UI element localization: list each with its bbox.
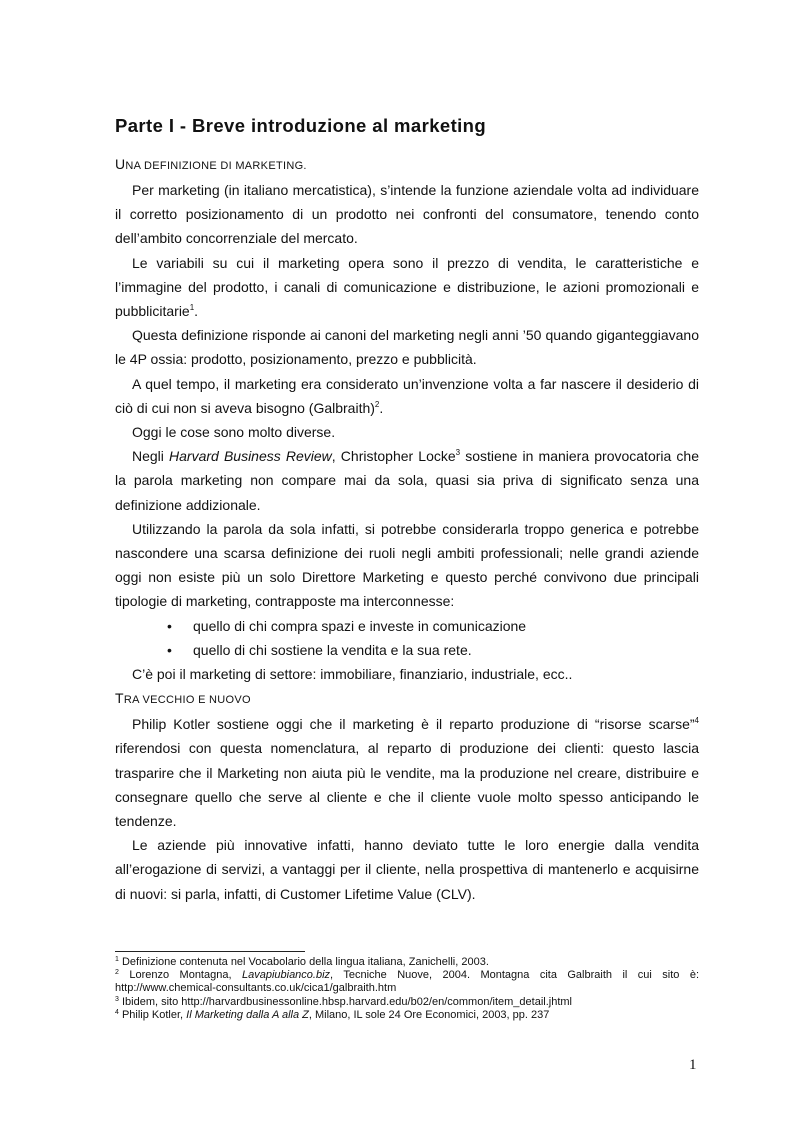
paragraph: Le variabili su cui il marketing opera sono il prezzo di vendita, le caratteristiche e l’immagine del prodotto, i canali di comunicazione e distribuzione, le azioni promozionali e pubblicitarie$^1$. [115, 254, 699, 320]
footnote: $^4$ Philip Kotler, Il Marketing dalla A alla Z, Milano, IL sole 24 Ore Economici, 2003, pp. 237 [115, 1008, 550, 1021]
footnote: $^2$ Lorenzo Montagna, Lavapiubianco.biz, Tecniche Nuove, 2004. Montagna cita Galbraith il cui sito è: http://www.chemical-consultants.co.uk/cica1/galbraith.htm [115, 969, 699, 995]
paragraph: Utilizzando la parola da sola infatti, si potrebbe considerarla troppo generica e potrebbe nascondere una scarsa definizione dei ruoli negli ambiti professionali; nelle grandi aziende oggi non esiste più un solo Direttore Marketing e questo perché convivono due principali tipologie di marketing, contrapposte ma interconnesse: [115, 520, 699, 610]
paragraph: A quel tempo, il marketing era considerato un’invenzione volta a far nascere il desiderio di ciò di cui non si aveva bisogno (Galbraith)$^2$. [115, 375, 699, 416]
footnote: $^3$ Ibidem, sito http://harvardbusinessonline.hbsp.harvard.edu/b02/en/common/item_detail.jhtml [115, 995, 572, 1008]
section-heading-rest: RA VECCHIO E NUOVO [123, 694, 251, 707]
paragraph: Philip Kotler sostiene oggi che il marketing è il reparto produzione di “risorse scarse”$^4$ riferendosi con questa nomenclatura, al reparto di produzione dei clienti: questo lascia trasparire che il Marketing non aiuta più le vendite, ma la produzione nel creare, distribuire e consegnare quello che serve al cliente e che il cliente vuole molto spesso anticipando le tendenze. [115, 716, 699, 830]
bullet-list [115, 614, 699, 662]
footnote: $^1$ Definizione contenuta nel Vocabolario della lingua italiana, Zanichelli, 2003. [115, 956, 489, 968]
footnote-ref[interactable]: 3 [455, 448, 461, 458]
footnote-ref[interactable]: 4 [694, 716, 699, 726]
footnotes [115, 956, 699, 1022]
paragraph: Negli Harvard Business Review, Christopher Locke$^3$ sostiene in maniera provocatoria che la parola marketing non compare mai da sola, quasi sia priva di significato senza una definizione addizionale. [115, 448, 699, 513]
page-number: 1 [689, 1057, 697, 1073]
section-heading-old-new [115, 686, 699, 712]
paragraph: Per marketing (in italiano mercatistica), s’intende la funzione aziendale volta ad individuare il corretto posizionamento di un prodotto nei confronti del consumatore, tenendo conto dell’ambito concorrenziale del mercato. [115, 182, 699, 247]
paragraph: Questa definizione risponde ai canoni del marketing negli anni ’50 quando giganteggiavano le 4P ossia: prodotto, posizionamento, prezzo e pubblicità. [115, 327, 699, 368]
section-heading-initial: T [115, 690, 124, 707]
bullet-icon: • [167, 641, 172, 658]
paragraph: C’è poi il marketing di settore: immobiliare, finanziario, industriale, ecc.. [132, 666, 573, 683]
main-text [115, 114, 699, 906]
list-item: • quello di chi compra spazi e investe in comunicazione [115, 614, 699, 638]
page-title: Parte I - Breve introduzione al marketing [115, 115, 487, 136]
section-heading-initial: U [115, 156, 126, 172]
paragraph: Le aziende più innovative infatti, hanno deviato tutte le loro energie dalla vendita all’erogazione di servizi, a vantaggi per il cliente, nella prospettiva di mantenerlo e acquisirne di nuovi: si parla, infatti, di Customer Lifetime Value (CLV). [115, 837, 699, 902]
footnote-ref[interactable]: 1 [189, 303, 195, 313]
section-heading-definition [115, 152, 699, 178]
italic-title: Harvard Business Review [169, 448, 332, 465]
paragraph: Oggi le cose sono molto diverse. [132, 424, 336, 441]
list-item: • quello di chi sostiene la vendita e la sua rete. [115, 638, 699, 662]
footnote-ref[interactable]: 2 [374, 399, 380, 409]
section-heading-rest: NA DEFINIZIONE DI MARKETING. [125, 160, 307, 172]
bullet-icon: • [167, 617, 172, 634]
footnote-divider [115, 951, 305, 952]
